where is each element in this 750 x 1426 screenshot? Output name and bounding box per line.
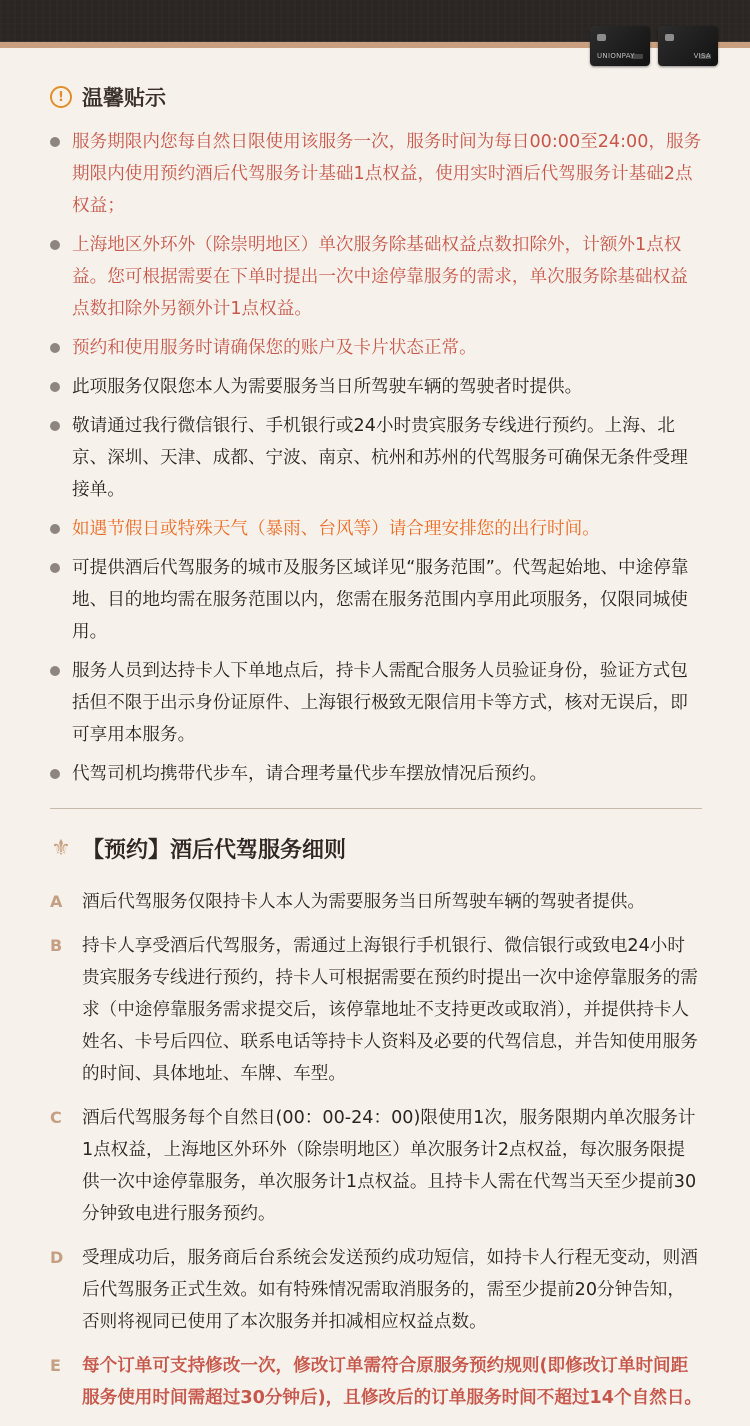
rule-item-d (50, 1242, 702, 1338)
rule-text-e: 每个订单可支持修改一次，修改订单需符合原服务预约规则(即修改订单时间距服务使用时间需超过30分钟后)，且修改后的订单服务时间不超过14个自然日。 (82, 1356, 703, 1408)
tips-heading (50, 82, 702, 112)
rules-title: 【预约】酒后代驾服务细则 (82, 838, 347, 863)
rule-item-c (50, 1102, 702, 1230)
tip-item-3 (50, 332, 702, 364)
card-logo-left: UNIONPAY (597, 52, 635, 60)
rule-letter-d: D (50, 1248, 64, 1267)
tip-text-9: 代驾司机均携带代步车，请合理考量代步车摆放情况后预约。 (72, 764, 548, 784)
tip-item-2 (50, 229, 702, 325)
tip-item-7 (50, 552, 702, 648)
rule-letter-a: A (50, 892, 63, 911)
tip-item-8 (50, 655, 702, 751)
tip-text-8: 服务人员到达持卡人下单地点后，持卡人需配合服务人员验证身份，验证方式包括但不限于出示身份证原件、上海银行极致无限信用卡等方式，核对无误后，即可享用本服务。 (72, 661, 688, 745)
tips-title: 温馨贴示 (82, 86, 166, 110)
rule-item-a (50, 886, 702, 918)
rule-letter-b: B (50, 936, 63, 955)
rule-letter-c: C (50, 1108, 62, 1127)
tip-item-1 (50, 126, 702, 222)
tips-list (50, 126, 702, 790)
page-content (50, 82, 702, 1426)
rule-letter-e: E (50, 1356, 61, 1375)
tip-text-3: 预约和使用服务时请确保您的账户及卡片状态正常。 (72, 338, 477, 358)
tip-text-2: 上海地区外环外（除崇明地区）单次服务除基础权益点数扣除外，计额外1点权益。您可根据需要在下单时提出一次中途停靠服务的需求，单次服务除基础权益点数扣除外另额外计1点权益。 (72, 235, 688, 319)
tip-text-6: 如遇节假日或特殊天气（暴雨、台风等）请合理安排您的出行时间。 (72, 519, 600, 539)
tip-item-5 (50, 410, 702, 506)
credit-card-right (658, 26, 718, 66)
exclamation-circle-icon: ! (50, 86, 72, 108)
rule-item-e (50, 1350, 702, 1414)
fleur-de-lis-icon: ⚜ (51, 835, 71, 861)
tip-item-4 (50, 371, 702, 403)
rules-heading (50, 833, 702, 864)
rule-text-a: 酒后代驾服务仅限持卡人本人为需要服务当日所驾驶车辆的驾驶者提供。 (82, 892, 646, 912)
tip-item-6 (50, 513, 702, 545)
card-preview (590, 26, 722, 66)
rule-text-b: 持卡人享受酒后代驾服务，需通过上海银行手机银行、微信银行或致电24小时贵宾服务专线进行预约，持卡人可根据需要在预约时提出一次中途停靠服务的需求（中途停靠服务需求提交后，该停靠地址不支持更改或取消），并提供持卡人姓名、卡号后四位、联系电话等持卡人资料及必要的代驾信息，并告知使用服务的时间、具体地址、车牌、车型。 (82, 936, 698, 1084)
tip-text-7: 可提供酒后代驾服务的城市及服务区域详见“服务范围”。代驾起始地、中途停靠地、目的地均需在服务范围以内，您需在服务范围内享用此项服务，仅限同城使用。 (72, 558, 689, 642)
tip-text-1: 服务期限内您每自然日限使用该服务一次，服务时间为每日00:00至24:00，服务期限内使用预约酒后代驾服务计基础1点权益，使用实时酒后代驾服务计基础2点权益； (72, 132, 702, 216)
rule-text-c: 酒后代驾服务每个自然日(00：00-24：00)限使用1次，服务限期内单次服务计1点权益，上海地区外环外（除崇明地区）单次服务计2点权益，每次服务限提供一次中途停靠服务，单次服务计1点权益。且持卡人需在代驾当天至少提前30分钟致电进行服务预约。 (82, 1108, 697, 1224)
rule-text-d: 受理成功后，服务商后台系统会发送预约成功短信，如持卡人行程无变动，则酒后代驾服务正式生效。如有特殊情况需取消服务的，需至少提前20分钟告知，否则将视同已使用了本次服务并扣减相应权益点数。 (82, 1248, 698, 1332)
card-logo-right: VISA (693, 52, 711, 60)
tip-text-5: 敬请通过我行微信银行、手机银行或24小时贵宾服务专线进行预约。上海、北京、深圳、天津、成都、宁波、南京、杭州和苏州的代驾服务可确保无条件受理接单。 (72, 416, 688, 500)
rules-list (50, 886, 702, 1414)
rule-item-b (50, 930, 702, 1090)
tip-item-9 (50, 758, 702, 790)
section-divider (50, 808, 702, 809)
tip-text-4: 此项服务仅限您本人为需要服务当日所驾驶车辆的驾驶者时提供。 (72, 377, 583, 397)
credit-card-left (590, 26, 650, 66)
